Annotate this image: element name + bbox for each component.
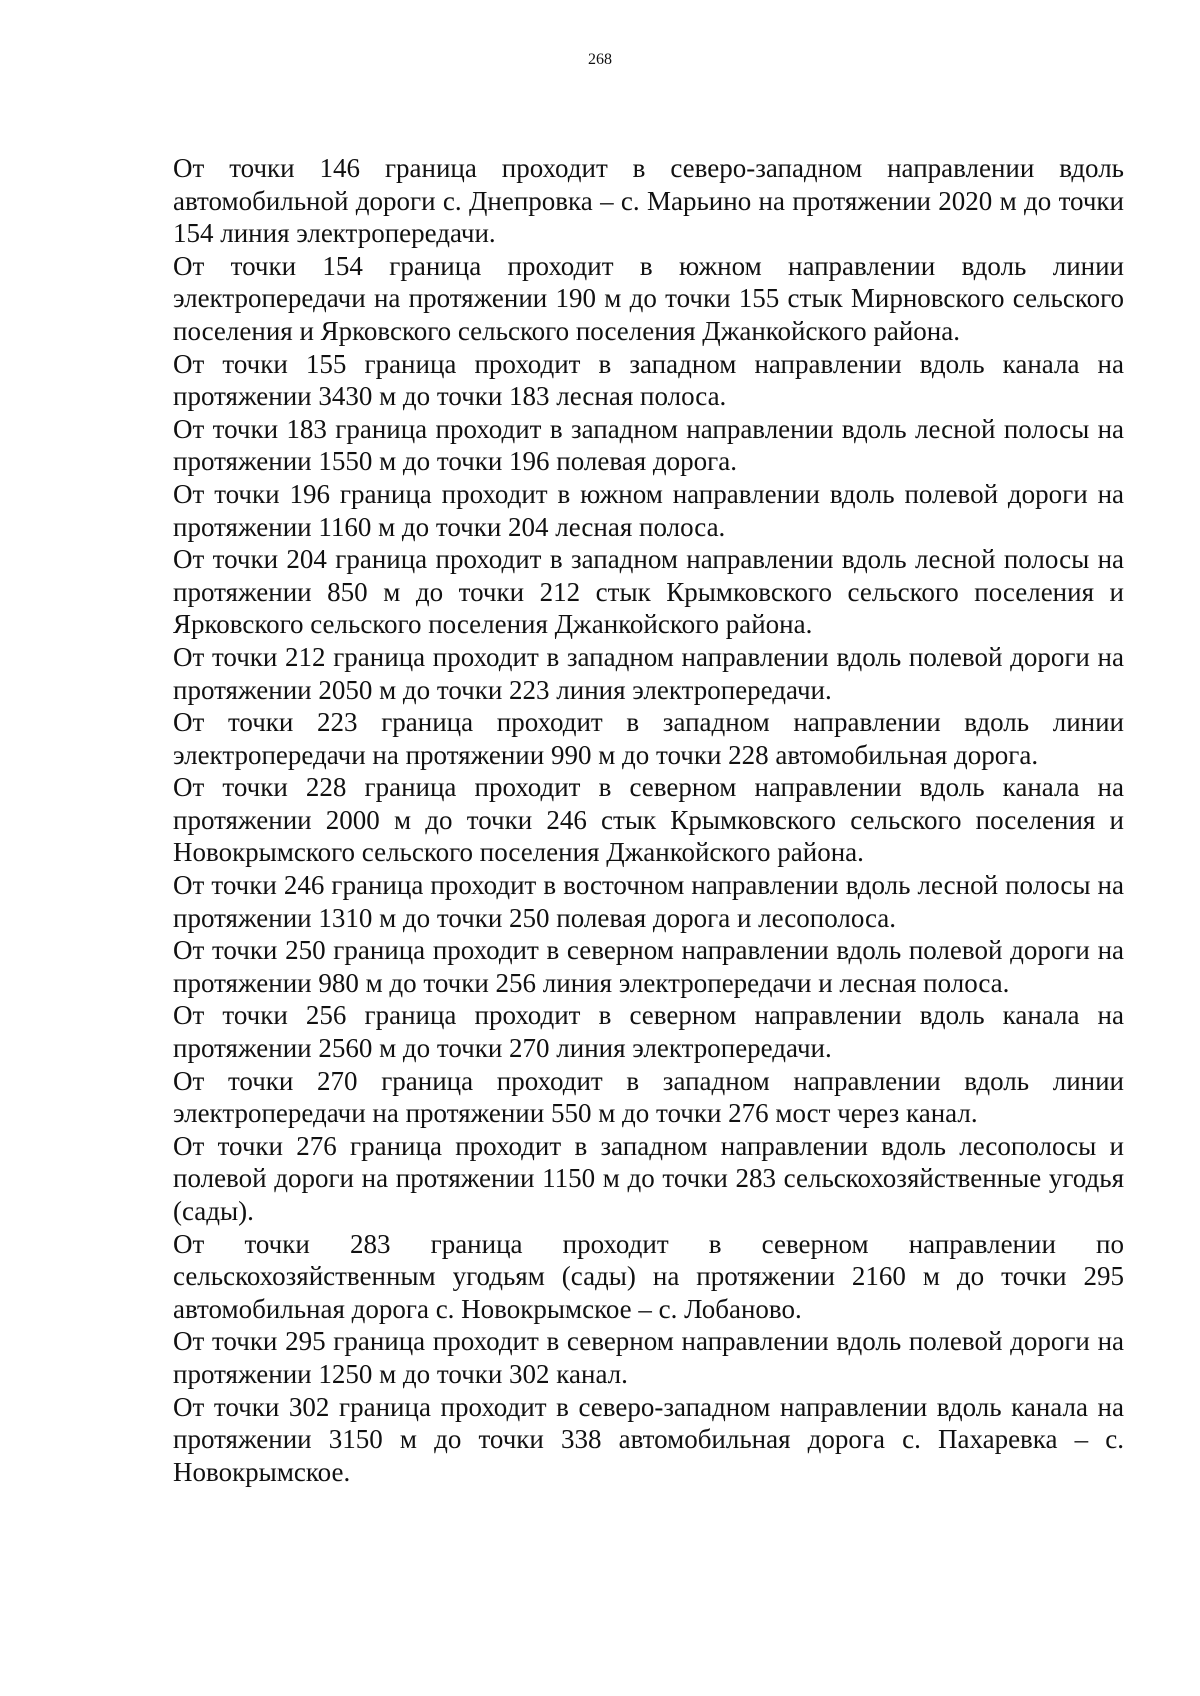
boundary-paragraph: От точки 270 граница проходит в западном направлении вдоль линии электропередачи на протяжении 550 м до точки 276 мост через канал. [173, 1065, 1124, 1129]
boundary-paragraph: От точки 196 граница проходит в южном направлении вдоль полевой дороги на протяжении 1160 м до точки 204 лесная полоса. [173, 478, 1124, 542]
boundary-paragraph: От точки 204 граница проходит в западном направлении вдоль лесной полосы на протяжении 850 м до точки 212 стык Крымковского сельского поселения и Ярковского сельского поселения Джанкойского района. [173, 544, 1124, 640]
boundary-paragraph: От точки 246 граница проходит в восточном направлении вдоль лесной полосы на протяжении 1310 м до точки 250 полевая дорога и лесополоса. [173, 870, 1124, 933]
page-number: 268 [588, 51, 612, 68]
boundary-paragraph: От точки 276 граница проходит в западном направлении вдоль лесополосы и полевой дороги на протяжении 1150 м до точки 283 сельскохозяйственные угодья (сады). [173, 1130, 1124, 1226]
boundary-paragraph: От точки 154 граница проходит в южном направлении вдоль линии электропередачи на протяжении 190 м до точки 155 стык Мирновского сельского поселения и Ярковского сельского поселения Джанкойского района. [173, 250, 1124, 346]
boundary-paragraph: От точки 223 граница проходит в западном направлении вдоль линии электропередачи на протяжении 990 м до точки 228 автомобильная дорога. [173, 707, 1124, 770]
boundary-paragraph: От точки 256 граница проходит в северном направлении вдоль канала на протяжении 2560 м до точки 270 линия электропередачи. [173, 1000, 1124, 1064]
boundary-paragraph: От точки 228 граница проходит в северном направлении вдоль канала на протяжении 2000 м до точки 246 стык Крымковского сельского поселения и Новокрымского сельского поселения Джанкойского района. [173, 772, 1124, 868]
boundary-paragraph: От точки 155 граница проходит в западном направлении вдоль канала на протяжении 3430 м до точки 183 лесная полоса. [173, 348, 1124, 412]
boundary-paragraph: От точки 250 граница проходит в северном направлении вдоль полевой дороги на протяжении 980 м до точки 256 линия электропередачи и лесная полоса. [173, 935, 1124, 998]
boundary-paragraph: От точки 302 граница проходит в северо-западном направлении вдоль канала на протяжении 3150 м до точки 338 автомобильная дорога с. Пахаревка – с. Новокрымское. [173, 1391, 1124, 1487]
boundary-paragraph: От точки 283 граница проходит в северном направлении по сельскохозяйственным угодьям (сады) на протяжении 2160 м до точки 295 автомобильная дорога с. Новокрымское – с. Лобаново. [173, 1228, 1124, 1324]
boundary-paragraph: От точки 146 граница проходит в северо-западном направлении вдоль автомобильной дороги с. Днепровка – с. Марьино на протяжении 2020 м до точки 154 линия электропередачи. [173, 153, 1124, 249]
document-body [173, 152, 1124, 1488]
boundary-paragraph: От точки 212 граница проходит в западном направлении вдоль полевой дороги на протяжении 2050 м до точки 223 линия электропередачи. [173, 641, 1124, 705]
boundary-paragraph: От точки 183 граница проходит в западном направлении вдоль лесной полосы на протяжении 1550 м до точки 196 полевая дорога. [173, 413, 1124, 477]
boundary-paragraph: От точки 295 граница проходит в северном направлении вдоль полевой дороги на протяжении 1250 м до точки 302 канал. [173, 1326, 1124, 1389]
